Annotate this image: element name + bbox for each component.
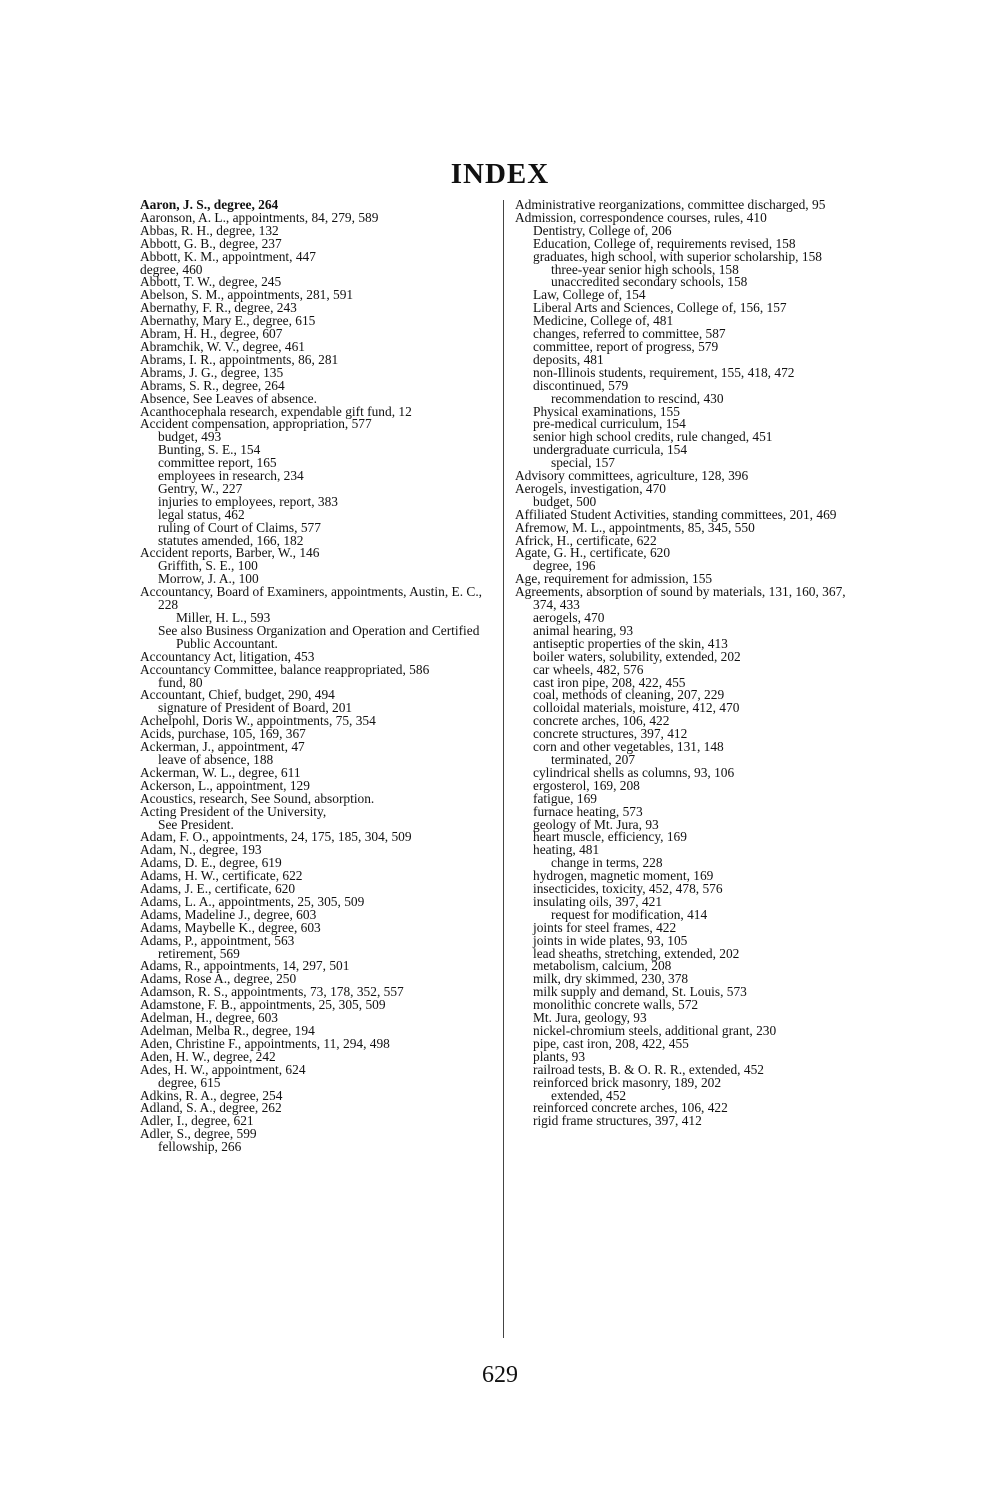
index-entry: degree, 196 — [533, 558, 596, 574]
index-entry: special, 157 — [551, 455, 615, 471]
index-entry: legal status, 462 — [158, 506, 245, 522]
index-entry: colloidal materials, moisture, 412, 470 — [533, 700, 740, 716]
index-entry: Acanthocephala research, expendable gift fund, 12 — [140, 403, 412, 419]
index-entry: Abernathy, Mary E., degree, 615 — [140, 313, 316, 329]
index-entry: discontinued, 579 — [533, 377, 629, 393]
index-entry: budget, 500 — [533, 493, 597, 509]
index-entry: concrete arches, 106, 422 — [533, 713, 670, 729]
index-entry: Abbas, R. H., degree, 132 — [140, 222, 279, 238]
index-entry: Adams, H. W., certificate, 622 — [140, 868, 303, 884]
index-entry: Abram, H. H., degree, 607 — [140, 326, 283, 342]
index-entry: graduates, high school, with superior scholarship, 158 — [533, 248, 822, 264]
index-entry: Adland, S. A., degree, 262 — [140, 1100, 282, 1116]
index-entry: Adamstone, F. B., appointments, 25, 305, 509 — [140, 997, 386, 1013]
index-entry: Griffith, S. E., 100 — [158, 558, 258, 574]
index-entry: Advisory committees, agriculture, 128, 396 — [515, 468, 749, 484]
page-title: INDEX — [450, 158, 550, 190]
index-entry: Adams, D. E., degree, 619 — [140, 855, 282, 871]
index-entry: Accountancy Committee, balance reappropriated, 586 — [140, 661, 430, 677]
index-entry: Aden, Christine F., appointments, 11, 294, 498 — [140, 1035, 390, 1051]
index-entry: Mt. Jura, geology, 93 — [533, 1010, 647, 1026]
index-entry: plants, 93 — [533, 1048, 586, 1064]
index-entry: railroad tests, B. & O. R. R., extended, 452 — [533, 1061, 764, 1077]
index-entry: milk supply and demand, St. Louis, 573 — [533, 984, 747, 1000]
index-entry: Bunting, S. E., 154 — [158, 442, 261, 458]
index-entry: Accountancy Act, litigation, 453 — [140, 648, 315, 664]
index-entry: Adams, J. E., certificate, 620 — [140, 881, 296, 897]
index-entry: furnace heating, 573 — [533, 803, 643, 819]
index-entry: Adams, L. A., appointments, 25, 305, 509 — [140, 893, 365, 909]
index-entry: recommendation to rescind, 430 — [551, 390, 724, 406]
index-entry: ergosterol, 169, 208 — [533, 777, 640, 793]
index-entry: three-year senior high schools, 158 — [551, 261, 739, 277]
index-entry: Accident reports, Barber, W., 146 — [140, 545, 320, 561]
index-entry: Accountancy, Board of Examiners, appointments, Austin, E. C., 228 — [140, 584, 483, 613]
index-entry: Agreements, absorption of sound by materials, 131, 160, 367, 374, 433 — [515, 584, 846, 613]
index-entry: Ackerson, L., appointment, 129 — [140, 777, 310, 793]
index-entry: Adamson, R. S., appointments, 73, 178, 352, 557 — [140, 984, 404, 1000]
index-entry: insulating oils, 397, 421 — [533, 893, 663, 909]
index-entry: corn and other vegetables, 131, 148 — [533, 739, 724, 755]
index-entry: animal hearing, 93 — [533, 622, 634, 638]
index-entry: change in terms, 228 — [551, 855, 663, 871]
index-entry: nickel-chromium steels, additional grant, 230 — [533, 1023, 777, 1038]
index-entry: cylindrical shells as columns, 93, 106 — [533, 764, 735, 780]
index-entry: See President. — [158, 816, 234, 832]
index-entry: See also Business Organization and Operation and Certified Public Accountant. — [158, 622, 480, 651]
index-entry: rigid frame structures, 397, 412 — [533, 1113, 702, 1129]
index-entry: Adam, N., degree, 193 — [140, 842, 262, 858]
index-entry: Acoustics, research, See Sound, absorption. — [140, 790, 375, 806]
index-entry: boiler waters, solubility, extended, 202 — [533, 648, 741, 664]
index-entry: heating, 481 — [533, 842, 600, 858]
index-entry: Abrams, J. G., degree, 135 — [140, 364, 284, 380]
index-entry: Aden, H. W., degree, 242 — [140, 1048, 276, 1064]
index-entry: Dentistry, College of, 206 — [533, 222, 672, 238]
index-entry: Adam, F. O., appointments, 24, 175, 185, 304, 509 — [140, 829, 412, 845]
index-entry: joints in wide plates, 93, 105 — [533, 932, 688, 948]
index-entry: aerogels, 470 — [533, 610, 605, 625]
column-divider — [503, 200, 504, 1338]
index-entry: Adkins, R. A., degree, 254 — [140, 1087, 283, 1103]
index-entry: Acting President of the University, — [140, 803, 327, 819]
index-entry: Achelpohl, Doris W., appointments, 75, 354 — [140, 713, 376, 729]
index-column-left — [140, 199, 500, 1154]
index-entry: Admission, correspondence courses, rules, 410 — [515, 209, 767, 225]
index-entry: ruling of Court of Claims, 577 — [158, 519, 321, 535]
index-entry: undergraduate curricula, 154 — [533, 442, 688, 458]
index-entry: Aaron, J. S., degree, 264 — [140, 197, 279, 212]
index-entry: fatigue, 169 — [533, 790, 597, 806]
index-entry: metabolism, calcium, 208 — [533, 958, 672, 974]
index-entry: extended, 452 — [551, 1087, 627, 1103]
index-entry: Adler, I., degree, 621 — [140, 1113, 254, 1129]
index-entry: Abbott, K. M., appointment, 447 — [140, 248, 316, 264]
index-entry: Education, College of, requirements revised, 158 — [533, 235, 796, 251]
page-number: 629 — [482, 1362, 518, 1388]
index-entry: Accident compensation, appropriation, 577 — [140, 416, 372, 432]
index-entry: Adams, P., appointment, 563 — [140, 932, 295, 948]
index-entry: Agate, G. H., certificate, 620 — [515, 545, 671, 561]
index-entry: Adams, Madeline J., degree, 603 — [140, 906, 317, 922]
index-entry: coal, methods of cleaning, 207, 229 — [533, 687, 725, 703]
index-entry: signature of President of Board, 201 — [158, 700, 353, 716]
index-entry: committee report, 165 — [158, 455, 277, 471]
index-entry: hydrogen, magnetic moment, 169 — [533, 868, 714, 884]
index-entry: Abelson, S. M., appointments, 281, 591 — [140, 287, 354, 303]
index-entry: fellowship, 266 — [158, 1139, 242, 1155]
index-entry: heart muscle, efficiency, 169 — [533, 829, 687, 845]
index-entry: Law, College of, 154 — [533, 287, 646, 303]
index-entry: Adams, R., appointments, 14, 297, 501 — [140, 958, 350, 974]
index-entry: employees in research, 234 — [158, 468, 304, 484]
index-entry: Africk, H., certificate, 622 — [515, 532, 657, 548]
index-entry: Abernathy, F. R., degree, 243 — [140, 300, 297, 316]
index-entry: Morrow, J. A., 100 — [158, 571, 259, 587]
index-entry: leave of absence, 188 — [158, 751, 274, 767]
index-entry: terminated, 207 — [551, 751, 636, 767]
index-entry: retirement, 569 — [158, 945, 240, 961]
index-entry: changes, referred to committee, 587 — [533, 326, 726, 342]
index-entry: milk, dry skimmed, 230, 378 — [533, 971, 689, 987]
index-entry: Accountant, Chief, budget, 290, 494 — [140, 687, 335, 703]
index-entry: Aaronson, A. L., appointments, 84, 279, 589 — [140, 209, 379, 225]
index-entry: car wheels, 482, 576 — [533, 661, 644, 677]
index-entry: Administrative reorganizations, committee discharged, 95 — [515, 197, 826, 212]
index-entry: degree, 460 — [140, 261, 203, 277]
index-entry: Abrams, I. R., appointments, 86, 281 — [140, 351, 339, 367]
index-entry: Gentry, W., 227 — [158, 480, 243, 496]
index-entry: statutes amended, 166, 182 — [158, 532, 304, 548]
index-entry: pipe, cast iron, 208, 422, 455 — [533, 1035, 689, 1051]
index-entry: Miller, H. L., 593 — [176, 610, 271, 625]
index-entry: Aerogels, investigation, 470 — [515, 480, 666, 496]
index-entry: Abbott, G. B., degree, 237 — [140, 235, 282, 251]
index-entry: deposits, 481 — [533, 351, 604, 367]
index-entry: Ades, H. W., appointment, 624 — [140, 1061, 306, 1077]
index-entry: concrete structures, 397, 412 — [533, 726, 688, 742]
index-entry: Abramchik, W. V., degree, 461 — [140, 338, 306, 354]
index-entry: reinforced concrete arches, 106, 422 — [533, 1100, 728, 1116]
index-column-right — [515, 199, 870, 1128]
index-entry: antiseptic properties of the skin, 413 — [533, 635, 728, 651]
index-entry: non-Illinois students, requirement, 155, 418, 472 — [533, 364, 795, 380]
index-entry: committee, report of progress, 579 — [533, 338, 719, 354]
index-entry: insecticides, toxicity, 452, 478, 576 — [533, 881, 723, 897]
index-entry: joints for steel frames, 422 — [533, 919, 677, 935]
index-entry: Adams, Rose A., degree, 250 — [140, 971, 297, 987]
index-entry: Abbott, T. W., degree, 245 — [140, 274, 282, 290]
index-entry: Ackerman, J., appointment, 47 — [140, 739, 305, 755]
index-entry: injuries to employees, report, 383 — [158, 493, 338, 509]
index-entry: request for modification, 414 — [551, 906, 708, 922]
index-entry: Affiliated Student Activities, standing committees, 201, 469 — [515, 506, 837, 522]
index-entry: Adelman, H., degree, 603 — [140, 1010, 278, 1026]
index-entry: Liberal Arts and Sciences, College of, 156, 157 — [533, 300, 787, 316]
index-entry: cast iron pipe, 208, 422, 455 — [533, 674, 686, 690]
index-entry: Adelman, Melba R., degree, 194 — [140, 1023, 315, 1038]
index-entry: pre-medical curriculum, 154 — [533, 416, 686, 432]
index-entry: Absence, See Leaves of absence. — [140, 390, 317, 406]
index-entry: Adams, Maybelle K., degree, 603 — [140, 919, 321, 935]
index-entry: Adler, S., degree, 599 — [140, 1126, 257, 1142]
index-entry: Acids, purchase, 105, 169, 367 — [140, 726, 306, 742]
index-entry: Ackerman, W. L., degree, 611 — [140, 764, 301, 780]
index-entry: budget, 493 — [158, 429, 222, 445]
index-entry: geology of Mt. Jura, 93 — [533, 816, 659, 832]
index-entry: Physical examinations, 155 — [533, 403, 680, 419]
index-entry: reinforced brick masonry, 189, 202 — [533, 1074, 722, 1090]
index-entry: degree, 615 — [158, 1074, 221, 1090]
index-entry: Age, requirement for admission, 155 — [515, 571, 713, 587]
index-entry: fund, 80 — [158, 674, 203, 690]
index-entry: senior high school credits, rule changed, 451 — [533, 429, 773, 445]
index-entry: Afremow, M. L., appointments, 85, 345, 550 — [515, 519, 755, 535]
index-entry: lead sheaths, stretching, extended, 202 — [533, 945, 740, 961]
index-entry: monolithic concrete walls, 572 — [533, 997, 699, 1013]
index-entry: Abrams, S. R., degree, 264 — [140, 377, 285, 393]
index-entry: unaccredited secondary schools, 158 — [551, 274, 748, 290]
index-entry: Medicine, College of, 481 — [533, 313, 674, 329]
